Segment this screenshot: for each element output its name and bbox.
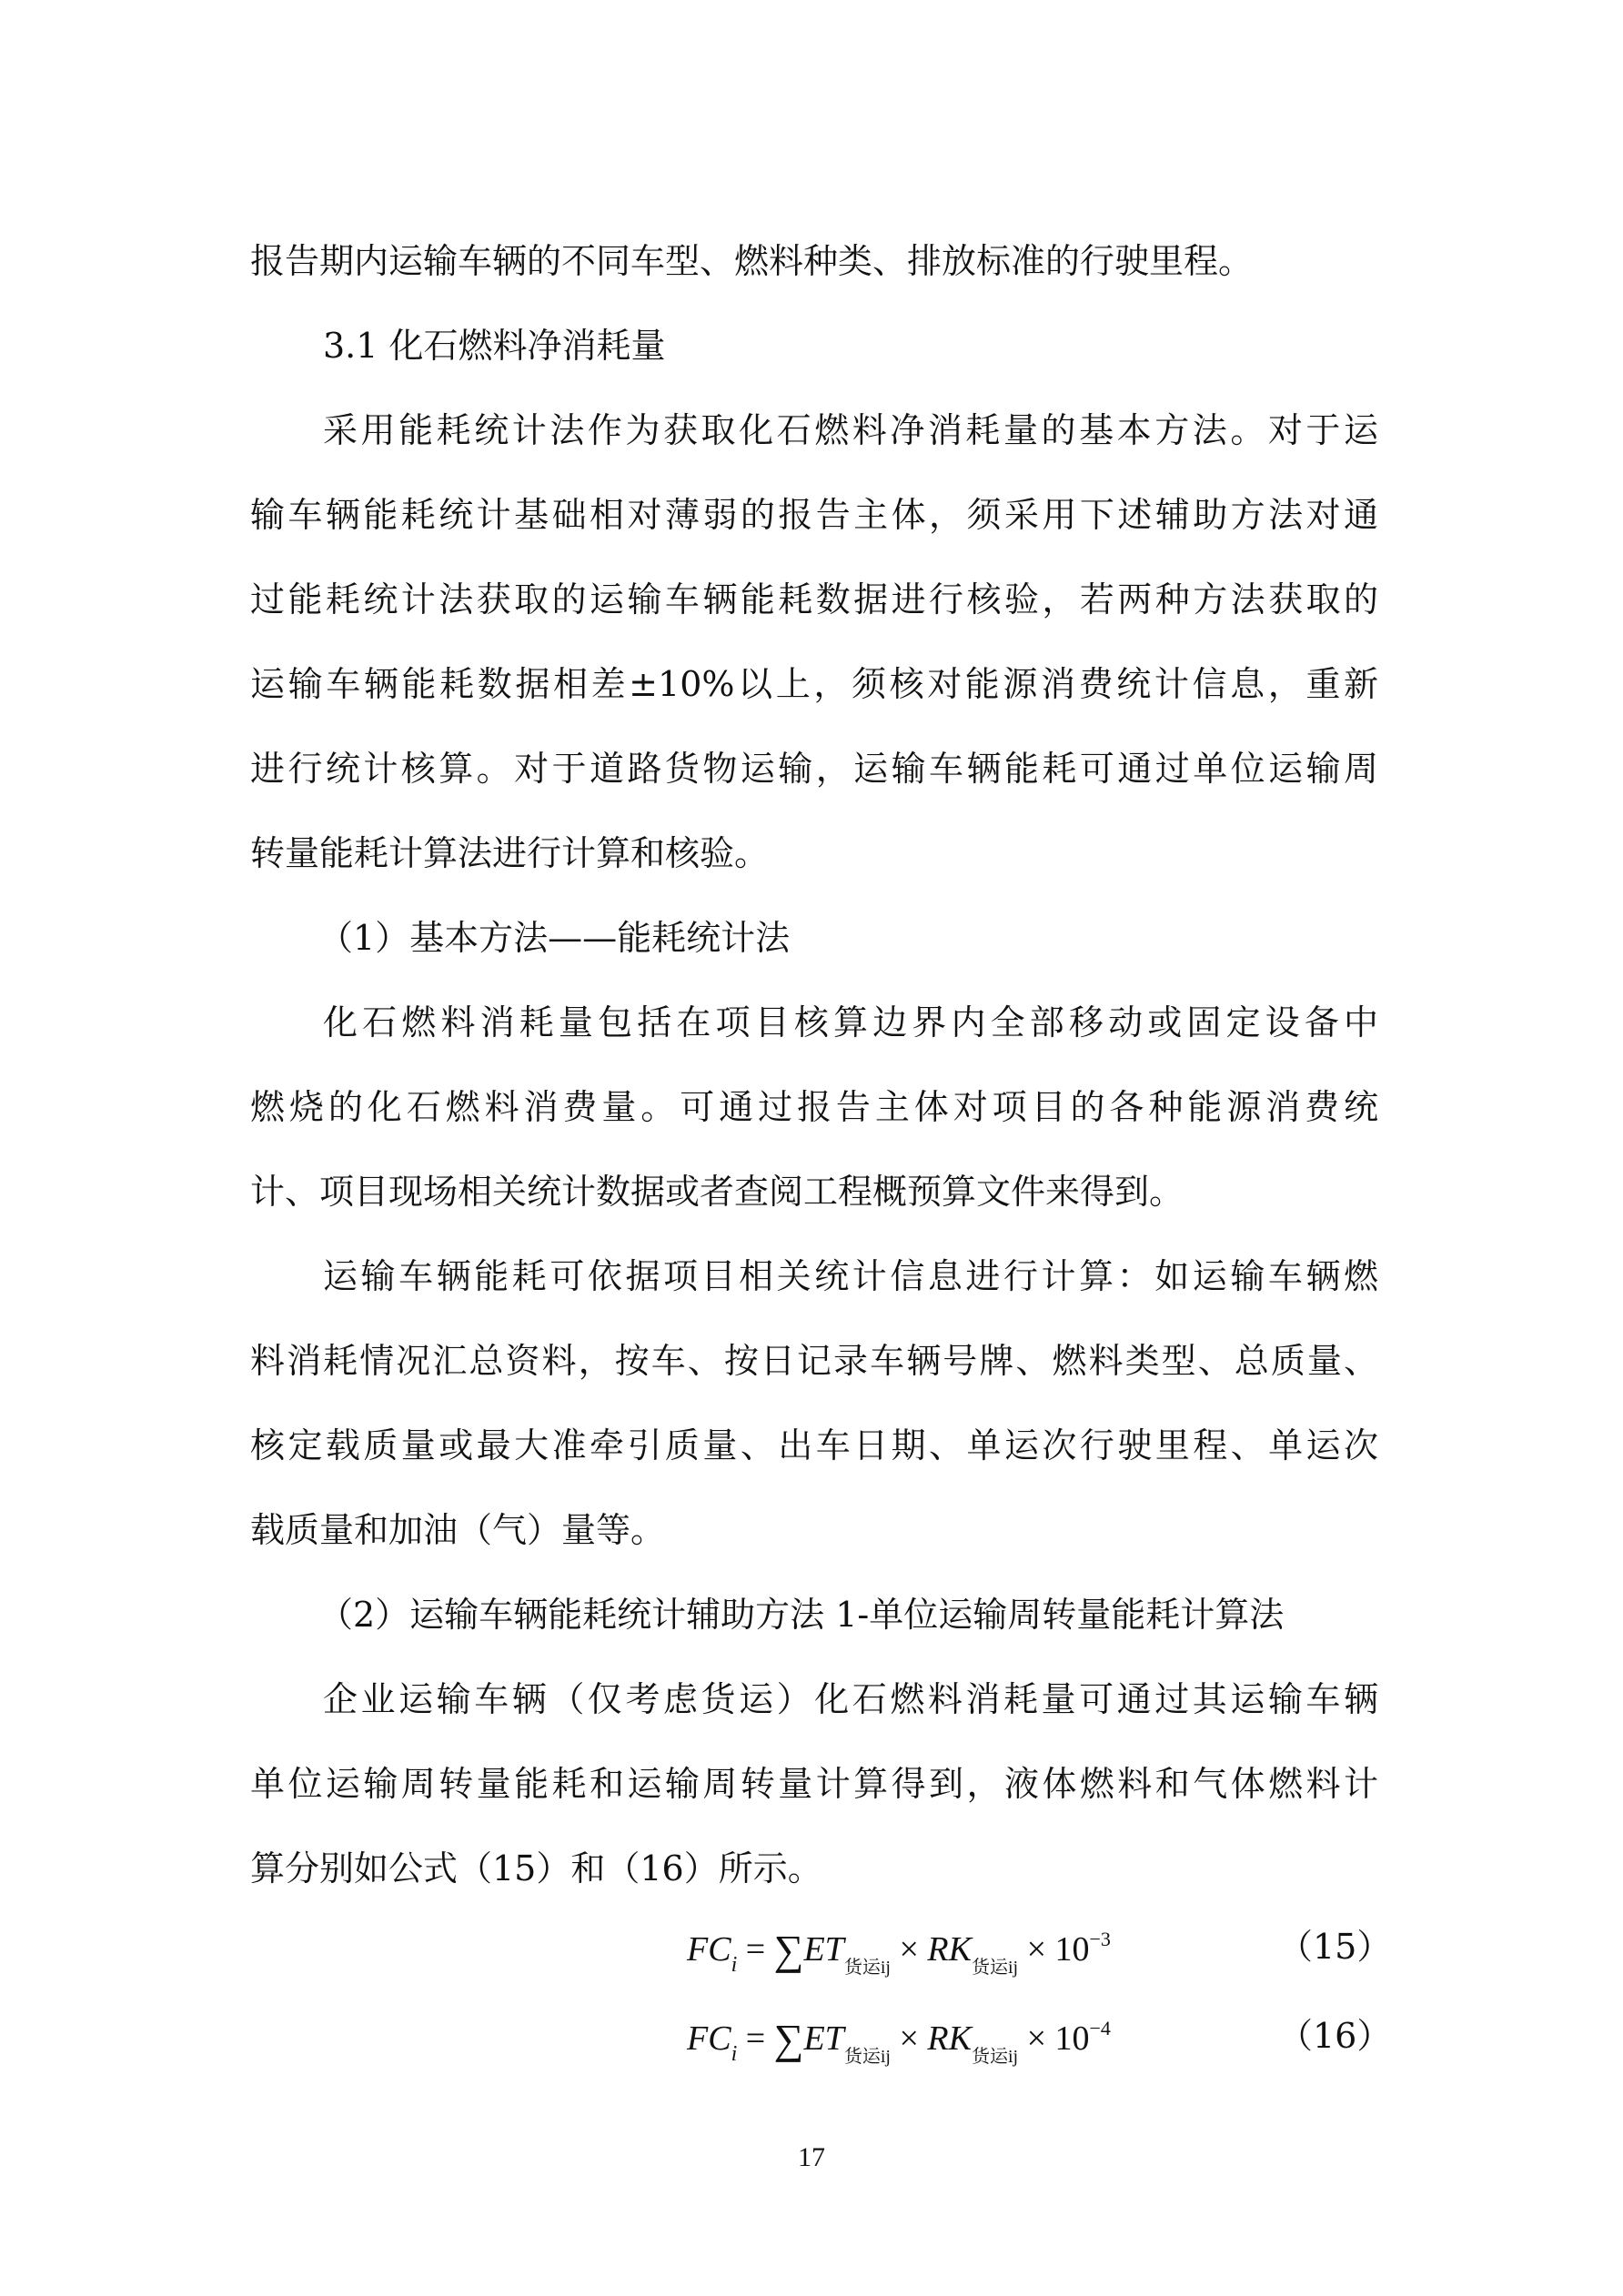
equation-number-16: （16）: [1278, 2016, 1392, 2056]
page-number: 17: [798, 2142, 825, 2172]
text-line: 料消耗情况汇总资料，按车、按日记录车辆号牌、燃料类型、总质量、: [250, 1341, 1378, 1381]
text-line: 载质量和加油（气）量等。: [250, 1510, 666, 1550]
text-line: 燃烧的化石燃料消费量。可通过报告主体对项目的各种能源消费统: [250, 1087, 1378, 1127]
text-line: 算分别如公式（15）和（16）所示。: [250, 1848, 822, 1888]
formula-equals: =: [745, 2019, 766, 2058]
times-symbol: ×: [899, 1930, 919, 1969]
text-line: 运输车辆能耗可依据项目相关统计信息进行计算：如运输车辆燃: [323, 1256, 1378, 1296]
subsection-heading: （1）基本方法——能耗统计法: [318, 918, 791, 958]
subsection-heading: （2）运输车辆能耗统计辅助方法 1-单位运输周转量能耗计算法: [318, 1595, 1285, 1635]
formula-term1: ET: [803, 2019, 844, 2058]
formula-term2-sub: 货运ij: [971, 1958, 1019, 1978]
formula-lhs: FC: [687, 2019, 731, 2058]
text-line: 单位运输周转量能耗和运输周转量计算得到，液体燃料和气体燃料计: [250, 1764, 1378, 1804]
formula-16: [687, 2009, 1111, 2081]
text-line: 核定载质量或最大准牵引质量、出车日期、单运次行驶里程、单运次: [250, 1425, 1378, 1465]
text-line: 采用能耗统计法作为获取化石燃料净消耗量的基本方法。对于运: [323, 410, 1378, 450]
text-line: 输车辆能耗统计基础相对薄弱的报告主体，须采用下述辅助方法对通: [250, 495, 1378, 535]
formula-base: 10: [1054, 1930, 1090, 1969]
formula-lhs-sub: i: [731, 2042, 738, 2066]
text-line: 报告期内运输车辆的不同车型、燃料种类、排放标准的行驶里程。: [250, 241, 1254, 281]
formula-term1-sub: 货运ij: [843, 2047, 891, 2067]
formula-term2-sub: 货运ij: [971, 2047, 1019, 2067]
times-symbol: ×: [899, 2019, 919, 2058]
text-line: 化石燃料消耗量包括在项目核算边界内全部移动或固定设备中: [323, 1002, 1378, 1042]
formula-lhs-sub: i: [731, 1953, 738, 1977]
formula-exponent: −4: [1089, 2017, 1111, 2039]
section-heading: 3.1 化石燃料净消耗量: [323, 326, 666, 366]
formula-15: [687, 1919, 1111, 1992]
formula-exponent: −3: [1089, 1928, 1111, 1950]
text-line: 企业运输车辆（仅考虑货运）化石燃料消耗量可通过其运输车辆: [323, 1679, 1378, 1719]
text-line: 转量能耗计算法进行计算和核验。: [250, 833, 770, 873]
formula-term2: RK: [927, 2019, 972, 2058]
formula-term1-sub: 货运ij: [843, 1958, 891, 1978]
text-line: 进行统计核算。对于道路货物运输，运输车辆能耗可通过单位运输周: [250, 749, 1378, 789]
equation-number-15: （15）: [1278, 1927, 1392, 1967]
text-line: 计、项目现场相关统计数据或者查阅工程概预算文件来得到。: [250, 1172, 1184, 1212]
text-line: 运输车辆能耗数据相差±10%以上，须核对能源消费统计信息，重新: [250, 664, 1378, 704]
formula-equals: =: [745, 1930, 766, 1969]
formula-term2: RK: [927, 1930, 972, 1969]
times-symbol: ×: [1026, 1930, 1047, 1969]
text-line: 过能耗统计法获取的运输车辆能耗数据进行核验，若两种方法获取的: [250, 579, 1378, 619]
formula-lhs: FC: [687, 1930, 731, 1969]
times-symbol: ×: [1026, 2019, 1047, 2058]
formula-base: 10: [1054, 2019, 1090, 2058]
sum-symbol: ∑: [773, 2016, 804, 2062]
sum-symbol: ∑: [773, 1927, 804, 1973]
formula-term1: ET: [803, 1930, 844, 1969]
